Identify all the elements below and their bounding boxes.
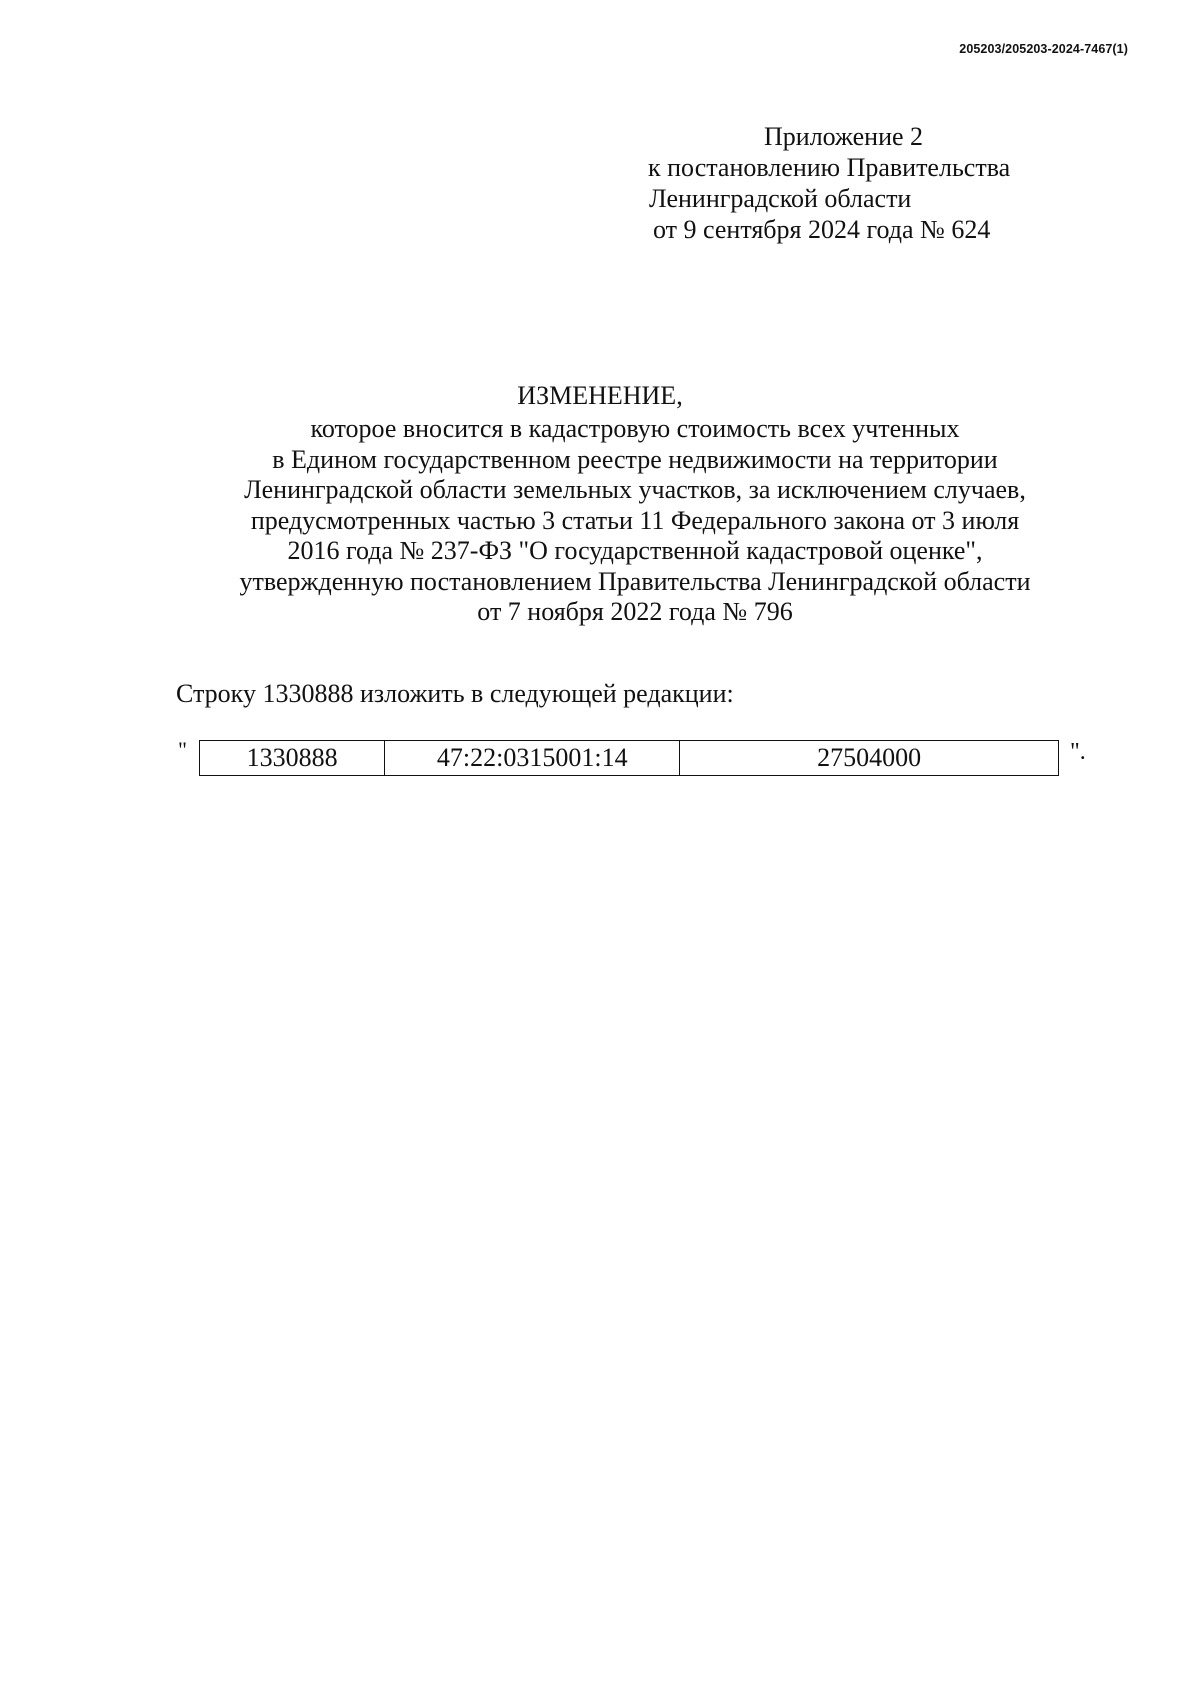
subtitle-line: в Едином государственном реестре недвижимости на территории [272,444,998,474]
close-quote: ". [1070,739,1086,765]
row-table [199,740,1059,776]
instruction-text: Строку 1330888 изложить в следующей редакции: [176,679,734,708]
subtitle-line: предусмотренных частью 3 статьи 11 Федерального закона от 3 июля [250,505,1020,535]
appendix-block [640,121,1110,245]
cadastral-number-cell: 47:22:0315001:14 [385,741,680,776]
subtitle-line: 2016 года № 237-ФЗ "О государственной кадастровой оценке", [287,536,983,565]
appendix-number: Приложение 2 [764,122,924,151]
subtitle-line: от 7 ноября 2022 года № 796 [477,597,793,626]
appendix-date: от 9 сентября 2024 года № 624 [653,215,991,244]
document-subtitle [140,414,1130,628]
subtitle-line: Ленинградской области земельных участков, за исключением случаев, [244,475,1026,504]
subtitle-line: которое вносится в кадастровую стоимость всех учтенных [310,414,960,443]
cadastral-value-cell: 27504000 [680,741,1059,776]
subtitle-line: утвержденную постановлением Правительства Ленинградской области [239,566,1031,596]
document-title: ИЗМЕНЕНИЕ, [517,381,683,410]
appendix-resolution: к постановлению Правительства [648,153,1011,182]
appendix-region: Ленинградской области [649,184,912,213]
row-number-cell: 1330888 [200,741,385,776]
table-row [200,741,1059,776]
document-id: 205203/205203-2024-7467(1) [959,42,1128,56]
open-quote: " [178,737,187,762]
